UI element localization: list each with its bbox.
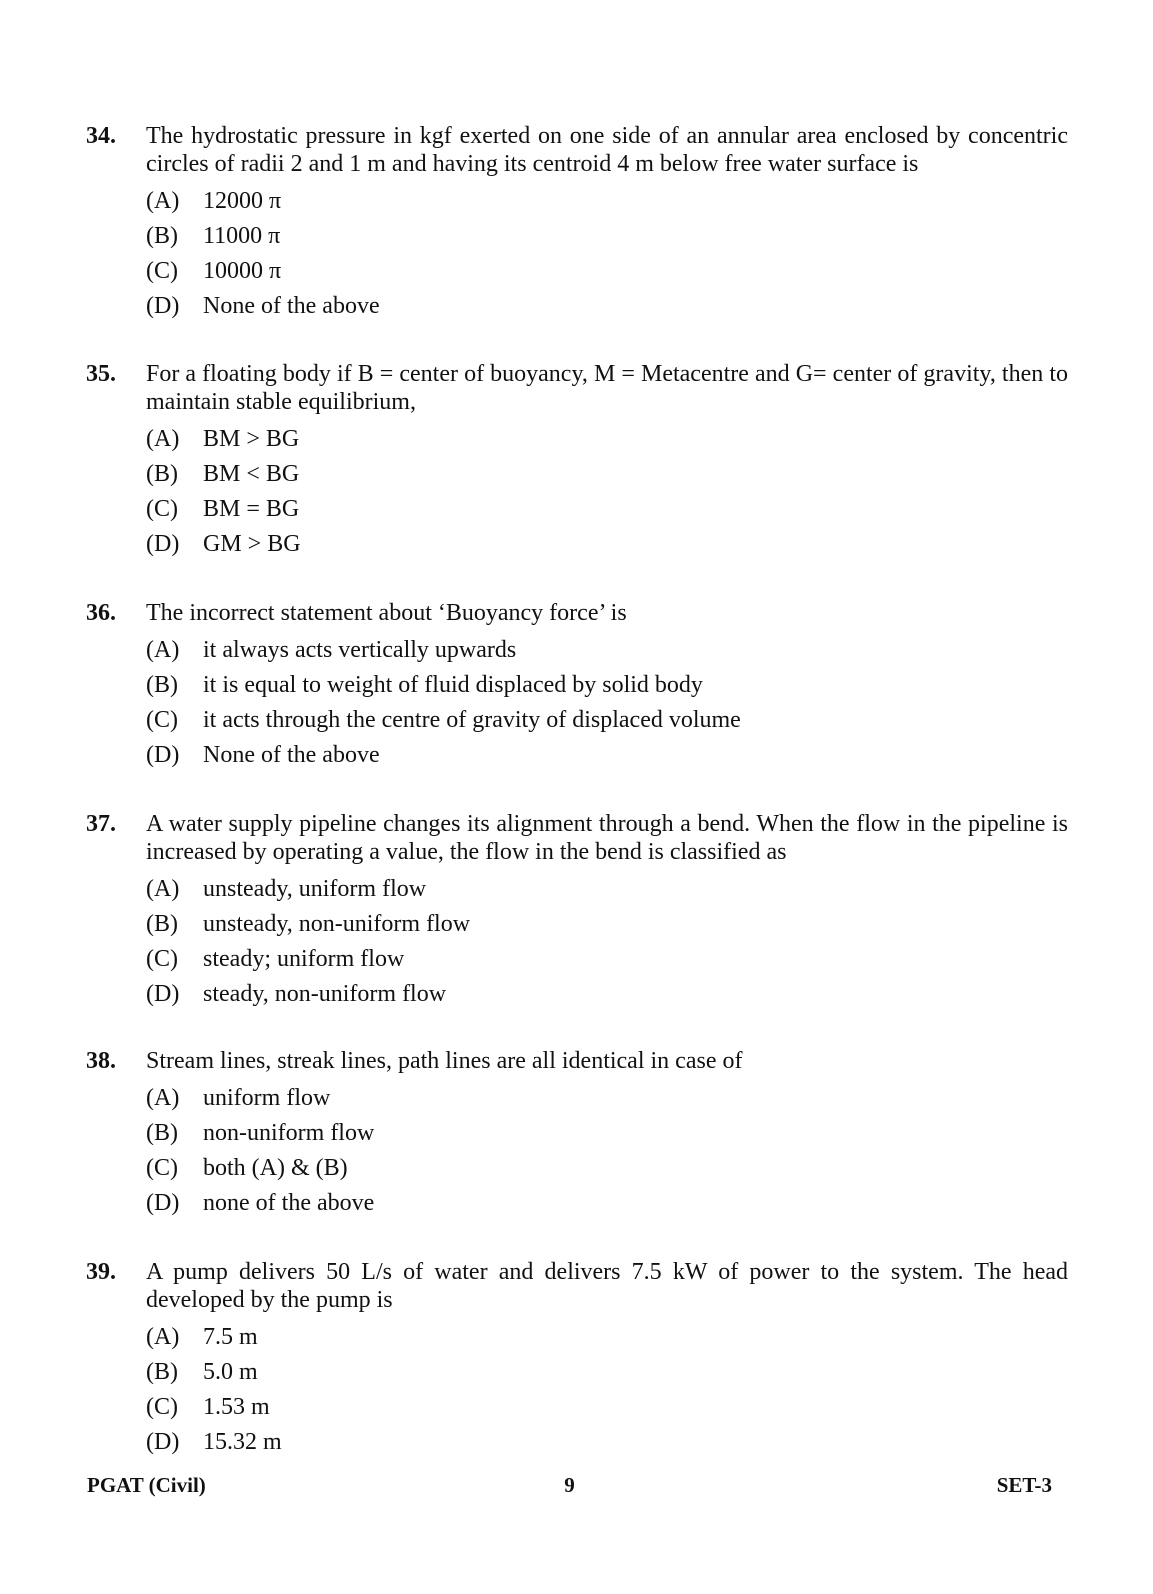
question-text: Stream lines, streak lines, path lines are all identical in case of <box>146 1048 743 1074</box>
option-a <box>146 1081 1068 1116</box>
option-text: 15.32 m <box>203 1429 282 1455</box>
option-label: (D) <box>146 1429 180 1455</box>
option-label: (A) <box>146 426 180 452</box>
option-c <box>146 492 1068 527</box>
option-a <box>146 872 1068 907</box>
question-36 <box>86 599 1068 773</box>
question-text: A water supply pipeline changes its alignment through a bend. When the flow in the pipeline is increased by operating a value, the flow in the bend is classified as <box>146 811 1068 865</box>
option-d <box>146 977 1068 1012</box>
question-34 <box>86 122 1068 324</box>
option-label: (B) <box>146 911 178 937</box>
option-b <box>146 219 1068 254</box>
option-text: BM > BG <box>203 426 300 452</box>
option-text: 7.5 m <box>203 1324 258 1350</box>
option-d <box>146 527 1068 562</box>
options-list <box>146 184 1068 324</box>
option-label: (A) <box>146 1324 180 1350</box>
option-label: (A) <box>146 1085 180 1111</box>
exam-title: PGAT (Civil) <box>87 1473 206 1497</box>
option-text: uniform flow <box>203 1085 331 1111</box>
question-number: 35. <box>86 361 116 387</box>
option-label: (D) <box>146 293 180 319</box>
option-label: (B) <box>146 1359 178 1385</box>
option-text: unsteady, non-uniform flow <box>203 911 471 937</box>
option-text: 5.0 m <box>203 1359 258 1385</box>
set-label: SET-3 <box>996 1473 1052 1497</box>
option-d <box>146 1425 1068 1460</box>
option-label: (A) <box>146 637 180 663</box>
option-label: (D) <box>146 742 180 768</box>
option-b <box>146 907 1068 942</box>
option-label: (D) <box>146 531 180 557</box>
option-label: (C) <box>146 707 178 733</box>
question-number: 36. <box>86 600 116 626</box>
option-text: it is equal to weight of fluid displaced by solid body <box>203 672 703 698</box>
question-38 <box>86 1047 1068 1221</box>
option-c <box>146 254 1068 289</box>
option-label: (C) <box>146 496 178 522</box>
option-label: (C) <box>146 1394 178 1420</box>
option-d <box>146 1186 1068 1221</box>
option-label: (C) <box>146 1155 178 1181</box>
question-39 <box>86 1258 1068 1460</box>
option-c <box>146 1151 1068 1186</box>
options-list <box>146 422 1068 562</box>
option-text: 10000 π <box>203 258 282 284</box>
option-text: it always acts vertically upwards <box>203 637 517 663</box>
question-35 <box>86 360 1068 562</box>
question-text: The incorrect statement about ‘Buoyancy force’ is <box>146 600 627 626</box>
options-list <box>146 872 1068 1012</box>
option-label: (A) <box>146 188 180 214</box>
option-text: steady; uniform flow <box>203 946 405 972</box>
option-text: 11000 π <box>203 223 281 249</box>
option-a <box>146 184 1068 219</box>
options-list <box>146 1320 1068 1460</box>
option-text: BM = BG <box>203 496 300 522</box>
option-label: (C) <box>146 258 178 284</box>
question-text: For a floating body if B = center of buoyancy, M = Metacentre and G= center of gravity, then to maintain stable equilibrium, <box>146 361 1068 415</box>
option-label: (A) <box>146 876 180 902</box>
option-label: (B) <box>146 461 178 487</box>
option-b <box>146 1116 1068 1151</box>
option-c <box>146 942 1068 977</box>
option-label: (D) <box>146 1190 180 1216</box>
option-a <box>146 1320 1068 1355</box>
question-text: A pump delivers 50 L/s of water and delivers 7.5 kW of power to the system. The head developed by the pump is <box>146 1259 1068 1313</box>
options-list <box>146 1081 1068 1221</box>
option-text: 1.53 m <box>203 1394 270 1420</box>
question-37 <box>86 810 1068 1012</box>
option-label: (C) <box>146 946 178 972</box>
option-c <box>146 703 1068 738</box>
option-b <box>146 1355 1068 1390</box>
option-b <box>146 668 1068 703</box>
option-text: None of the above <box>203 742 380 768</box>
option-a <box>146 633 1068 668</box>
option-text: None of the above <box>203 293 380 319</box>
question-number: 38. <box>86 1048 116 1074</box>
option-b <box>146 457 1068 492</box>
option-text: BM < BG <box>203 461 300 487</box>
option-label: (B) <box>146 672 178 698</box>
option-text: GM > BG <box>203 531 301 557</box>
option-text: none of the above <box>203 1190 375 1216</box>
option-c <box>146 1390 1068 1425</box>
question-number: 34. <box>86 123 116 149</box>
option-text: steady, non-uniform flow <box>203 981 447 1007</box>
option-label: (B) <box>146 1120 178 1146</box>
option-label: (D) <box>146 981 180 1007</box>
page-number: 9 <box>564 1473 575 1497</box>
option-a <box>146 422 1068 457</box>
option-text: both (A) & (B) <box>203 1155 348 1181</box>
question-text: The hydrostatic pressure in kgf exerted on one side of an annular area enclosed by concentric circles of radii 2 and 1 m and having its centroid 4 m below free water surface is <box>146 123 1068 177</box>
options-list <box>146 633 1068 773</box>
question-number: 37. <box>86 811 116 837</box>
question-number: 39. <box>86 1259 116 1285</box>
page-footer <box>87 1470 1052 1500</box>
option-d <box>146 738 1068 773</box>
option-d <box>146 289 1068 324</box>
option-text: it acts through the centre of gravity of displaced volume <box>203 707 741 733</box>
option-text: unsteady, uniform flow <box>203 876 427 902</box>
option-text: non-uniform flow <box>203 1120 375 1146</box>
option-text: 12000 π <box>203 188 282 214</box>
option-label: (B) <box>146 223 178 249</box>
